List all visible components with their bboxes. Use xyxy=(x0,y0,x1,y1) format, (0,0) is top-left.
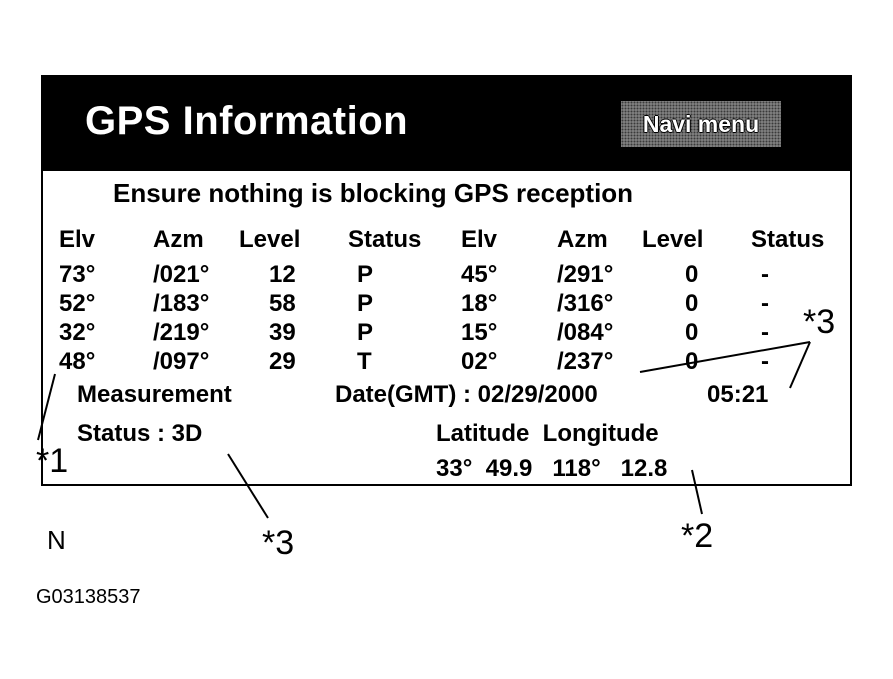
table-cell: T xyxy=(357,348,372,375)
header-azm-2: Azm xyxy=(557,226,608,253)
table-cell: P xyxy=(357,261,374,288)
leader-line-2 xyxy=(692,470,702,514)
latlon-values: 33° 49.9 118° 12.8 xyxy=(436,455,668,482)
table-cell: 15° xyxy=(461,319,498,346)
leader-line-3a xyxy=(228,454,268,518)
latlon-header: Latitude Longitude xyxy=(436,420,659,447)
header-status-1: Status xyxy=(348,226,422,253)
table-cell: - xyxy=(761,319,769,346)
leader-line-3b-time xyxy=(790,342,810,388)
table-cell: 18° xyxy=(461,290,498,317)
table-cell: 45° xyxy=(461,261,498,288)
table-cell: 12 xyxy=(269,261,296,288)
table-cell: 39 xyxy=(269,319,296,346)
header-elv-1: Elv xyxy=(59,226,96,253)
measurement-label: Measurement xyxy=(77,381,232,408)
table-cell: 0 xyxy=(685,319,699,346)
callout-2: *2 xyxy=(681,517,714,555)
table-cell: /316° xyxy=(557,290,614,317)
header-azm-1: Azm xyxy=(153,226,204,253)
table-cell: /021° xyxy=(153,261,210,288)
warning-message: Ensure nothing is blocking GPS reception xyxy=(113,178,634,208)
callout-3-datetime: *3 xyxy=(803,303,836,341)
header-status-2: Status xyxy=(751,226,825,253)
leader-line-3b-date xyxy=(640,342,810,375)
table-cell: /183° xyxy=(153,290,210,317)
table-cell: /219° xyxy=(153,319,210,346)
table-cell: - xyxy=(761,348,769,375)
table-cell: 32° xyxy=(59,319,96,346)
table-cell: /084° xyxy=(557,319,614,346)
date-gmt: Date(GMT) : 02/29/2000 xyxy=(335,381,598,408)
header-elv-2: Elv xyxy=(461,226,498,253)
table-cell: /291° xyxy=(557,261,614,288)
callout-3-status: *3 xyxy=(262,524,295,562)
table-cell: - xyxy=(761,261,769,288)
navi-menu-button[interactable]: Navi menu xyxy=(621,101,781,147)
table-cell: - xyxy=(761,290,769,317)
time-value: 05:21 xyxy=(707,381,769,408)
table-cell: P xyxy=(357,319,374,346)
table-cell: 58 xyxy=(269,290,296,317)
header-level-2: Level xyxy=(642,226,704,253)
page-title: GPS Information xyxy=(85,99,409,143)
table-cell: P xyxy=(357,290,374,317)
figure-id: G03138537 xyxy=(36,586,141,608)
table-cell: 29 xyxy=(269,348,296,375)
table-cell: 52° xyxy=(59,290,96,317)
leader-line-1 xyxy=(38,374,55,440)
table-cell: /237° xyxy=(557,348,614,375)
measurement-status: Status : 3D xyxy=(77,420,203,447)
table-cell: /097° xyxy=(153,348,210,375)
callout-1: *1 xyxy=(36,442,69,480)
north-label: N xyxy=(47,525,66,555)
table-cell: 48° xyxy=(59,348,96,375)
table-cell: 0 xyxy=(685,348,699,375)
table-cell: 02° xyxy=(461,348,498,375)
table-cell: 73° xyxy=(59,261,96,288)
header-level-1: Level xyxy=(239,226,301,253)
table-cell: 0 xyxy=(685,261,699,288)
table-cell: 0 xyxy=(685,290,699,317)
